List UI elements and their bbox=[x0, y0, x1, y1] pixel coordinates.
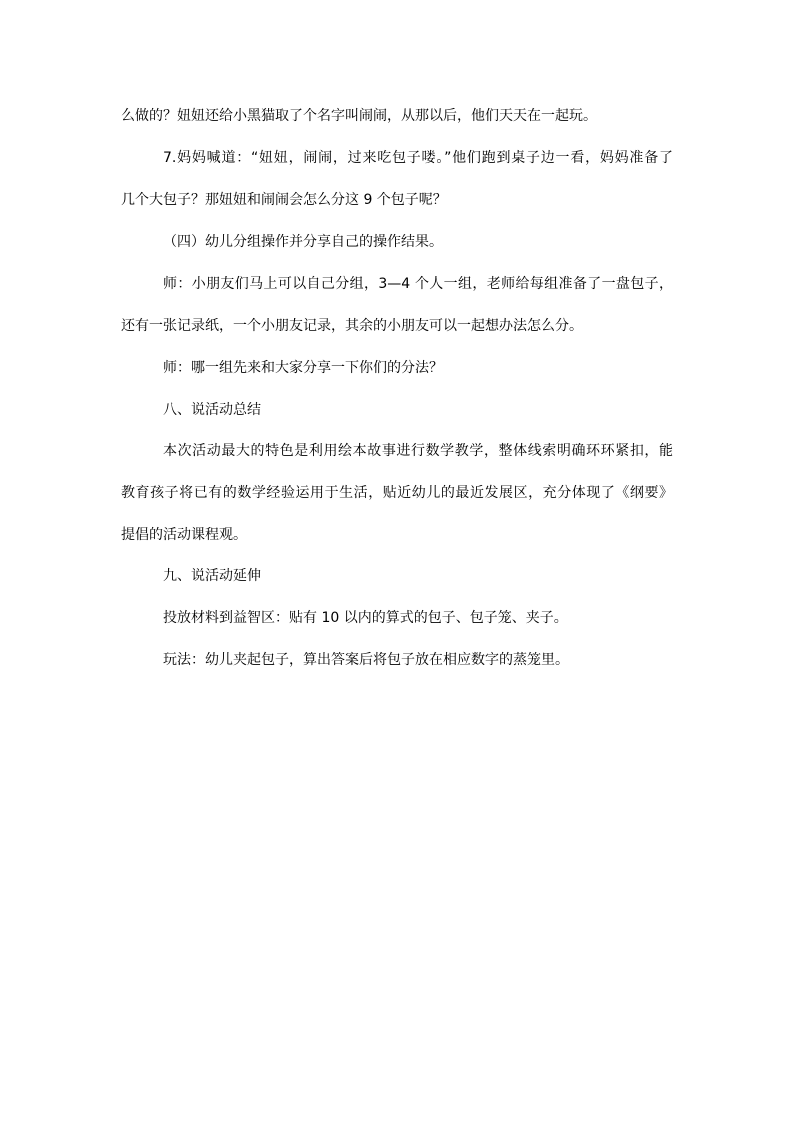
paragraph-line-story-ending: 么做的？妞妞还给小黑猫取了个名字叫闹闹，从那以后，他们天天在一起玩。 bbox=[121, 108, 597, 124]
paragraph-line-record-sheet: 还有一张记录纸，一个小朋友记录，其余的小朋友可以一起想办法怎么分。 bbox=[121, 318, 583, 334]
paragraph-line-summary-1: 本次活动最大的特色是利用绘本故事进行数学教学，整体线索明确环环紧扣，能 bbox=[163, 443, 673, 459]
paragraph-line-teacher-share: 师：哪一组先来和大家分享一下你们的分法？ bbox=[163, 360, 443, 376]
section-heading-group-activity: （四）幼儿分组操作并分享自己的操作结果。 bbox=[163, 234, 443, 250]
paragraph-line-teacher-grouping: 师：小朋友们马上可以自己分组，3—4 个人一组，老师给每组准备了一盘包子， bbox=[163, 276, 673, 292]
paragraph-line-summary-3: 提倡的活动课程观。 bbox=[121, 527, 247, 543]
paragraph-line-step-7: 7.妈妈喊道：“妞妞，闹闹，过来吃包子喽。”他们跑到桌子边一看，妈妈准备了 bbox=[163, 150, 673, 166]
paragraph-line-materials: 投放材料到益智区：贴有 10 以内的算式的包子、包子笼、夹子。 bbox=[163, 610, 568, 626]
paragraph-line-summary-2: 教育孩子将已有的数学经验运用于生活，贴近幼儿的最近发展区，充分体现了《纲要》 bbox=[121, 485, 673, 501]
paragraph-line-step-7-question: 几个大包子？那妞妞和闹闹会怎么分这 9 个包子呢？ bbox=[121, 192, 447, 208]
section-heading-extension: 九、说活动延伸 bbox=[163, 568, 261, 584]
paragraph-line-play-method: 玩法：幼儿夹起包子，算出答案后将包子放在相应数字的蒸笼里。 bbox=[163, 652, 569, 668]
section-heading-summary: 八、说活动总结 bbox=[163, 402, 261, 418]
